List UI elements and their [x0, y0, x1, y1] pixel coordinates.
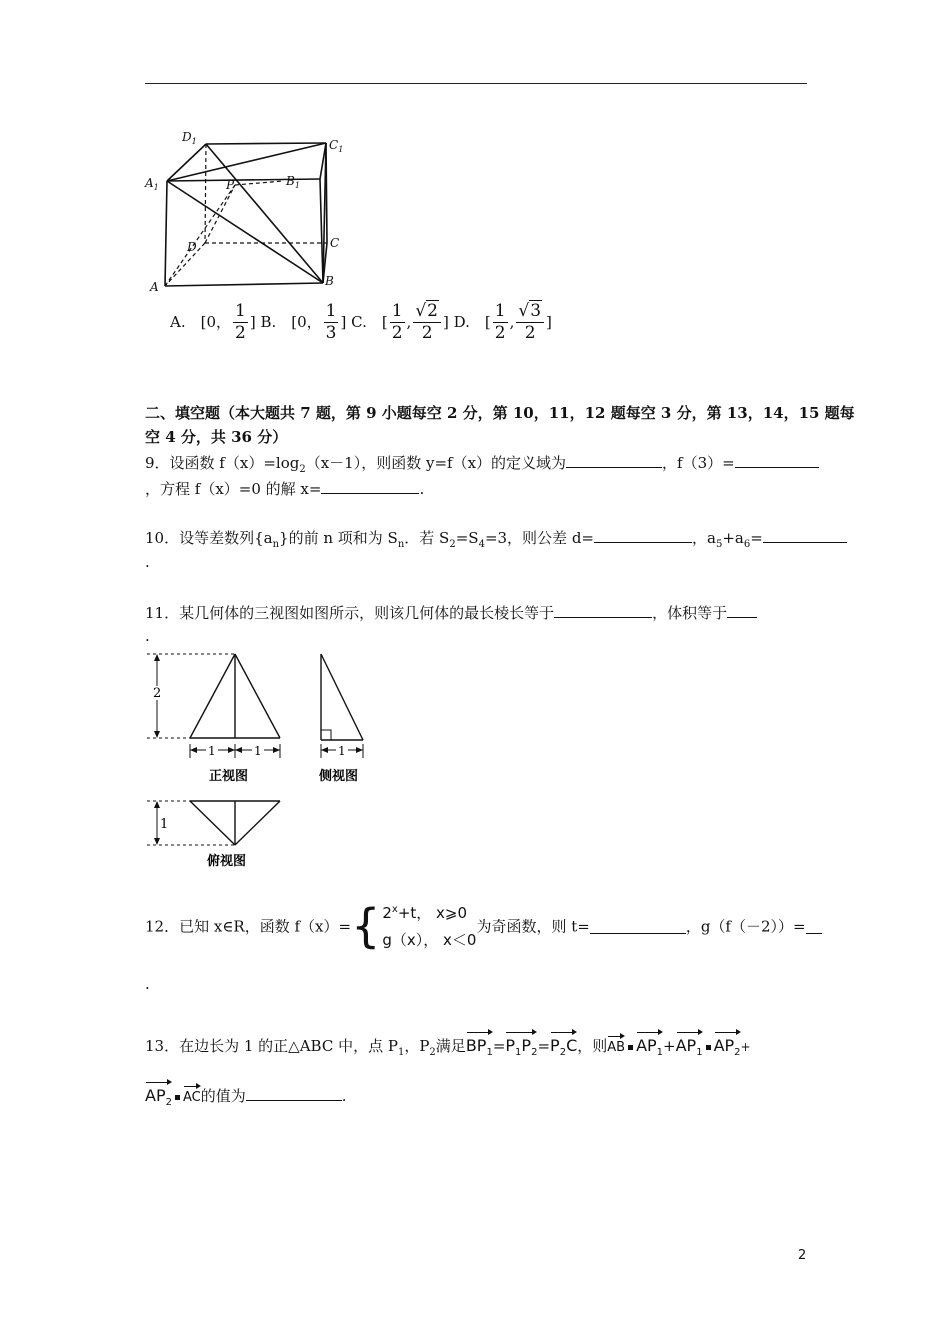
option-a[interactable]: A. [0， $\frac{1}{2}$ ]	[170, 301, 256, 343]
front-height-label: 2	[153, 686, 162, 701]
label-a: A	[150, 280, 159, 294]
label-d1: $D_1$	[182, 130, 197, 146]
option-d[interactable]: D. [ $\frac{1}{2}$ , $\frac{√3}{2}$ ]	[453, 301, 552, 343]
q9-blank-f3[interactable]	[735, 453, 819, 468]
vector-p1p2: $P_1P_2$	[505, 1030, 537, 1058]
cube-figure	[140, 125, 360, 300]
vector-ap2-b: $AP_2$	[145, 1080, 172, 1108]
q11-blank-edge[interactable]	[554, 603, 652, 618]
piecewise-function: { $2^x+t$， x⩾0 g（x）， x＜0	[351, 899, 477, 953]
question-9-line2: ，方程 f（x）=0 的解 x= .	[145, 480, 425, 498]
hidden-pb1	[235, 181, 283, 185]
question-12-line2: .	[145, 975, 150, 993]
label-b: B	[325, 274, 334, 288]
side-view-caption: 侧视图	[319, 769, 359, 784]
edge-a1d1	[167, 144, 206, 181]
hidden-da	[165, 243, 205, 286]
section2-heading-line1: 二、填空题（本大题共 7 题，第 9 小题每空 2 分，第 10，11，12 题每空 3 分，第 13，14，15 题每	[145, 404, 855, 422]
q11-blank-volume[interactable]	[727, 603, 757, 618]
top-height-label: 1	[160, 817, 169, 832]
diag-a1c1	[167, 143, 326, 181]
q10-blank-a5a6[interactable]	[763, 528, 847, 543]
option-b[interactable]: B. [0， $\frac{1}{3}$ ]	[260, 301, 347, 343]
label-a1: $A_1$	[145, 176, 159, 192]
label-c: C	[330, 236, 340, 250]
label-c1: $C_1$	[329, 138, 344, 154]
front-w2-label: 1	[254, 744, 262, 758]
label-d: D	[187, 240, 197, 254]
hidden-ap	[165, 185, 235, 286]
edge-ba	[165, 283, 323, 286]
diag-d1b	[206, 144, 323, 283]
header-rule	[145, 83, 807, 84]
top-view-caption: 俯视图	[207, 854, 247, 869]
vector-ap2-a: $AP_2$	[714, 1030, 741, 1058]
q12-blank-g[interactable]	[806, 919, 822, 934]
question-10-line2: .	[145, 553, 150, 571]
q12-blank-t[interactable]	[590, 919, 686, 934]
q9-blank-root[interactable]	[321, 479, 419, 494]
front-view-caption: 正视图	[209, 769, 249, 784]
hidden-dp	[205, 185, 235, 243]
question-12-line1: 12．已知 x∈R，函数 f（x）= { $2^x+t$， x⩾0 g（x）， x＜0 为奇函数，则 t= ，g（f（－2））=	[145, 902, 822, 950]
option-c[interactable]: C. [ $\frac{1}{2}$ , $\frac{√2}{2}$ ]	[351, 301, 449, 343]
vector-bp1: $BP_1$	[466, 1030, 493, 1058]
side-w-label: 1	[338, 744, 346, 758]
question-11-line2: .	[145, 627, 150, 645]
question-13-line2: $AP_2$ AC的值为 .	[145, 1080, 347, 1108]
q8-options	[170, 303, 552, 342]
question-10-line1: 10．设等差数列$\{a_n\}$的前 n 项和为 $S_n$．若 $S_2=S_4=3$，则公差 d= ，$a_5+a_6=$	[145, 527, 847, 550]
section2-heading-line2: 空 4 分，共 36 分）	[145, 428, 288, 446]
page-number: 2	[798, 1248, 807, 1263]
question-13-line1: 13．在边长为 1 的正△ABC 中，点 $P_1$，$P_2$满足$BP_1=P_1P_2=P_2C$，则AB $AP_1+AP_1$ $AP_2+$	[145, 1030, 751, 1058]
edge-aa1	[165, 181, 167, 286]
front-w1-label: 1	[208, 744, 216, 758]
edge-d1c1	[206, 143, 326, 144]
three-views-figure	[145, 648, 385, 873]
vector-ac: AC	[183, 1084, 201, 1105]
q9-blank-domain[interactable]	[566, 453, 662, 468]
vector-ab: AB	[607, 1034, 625, 1055]
question-11-line1: 11．某几何体的三视图如图所示，则该几何体的最长棱长等于 ，体积等于	[145, 602, 757, 623]
vector-p2c: $P_2C$	[550, 1030, 577, 1058]
question-9-line1: 9．设函数 $f(x)=\log_2(x-1)$，则函数 y=f（x）的定义域为 ，f（3）=	[145, 452, 819, 475]
diag-a1b	[167, 181, 323, 283]
vector-ap1-a: $AP_1$	[636, 1030, 663, 1058]
q10-blank-d[interactable]	[594, 528, 692, 543]
vector-ap1-b: $AP_1$	[676, 1030, 703, 1058]
label-p: P	[226, 178, 235, 192]
label-b1: $B_1$	[286, 174, 300, 190]
q13-blank-value[interactable]	[246, 1086, 342, 1101]
